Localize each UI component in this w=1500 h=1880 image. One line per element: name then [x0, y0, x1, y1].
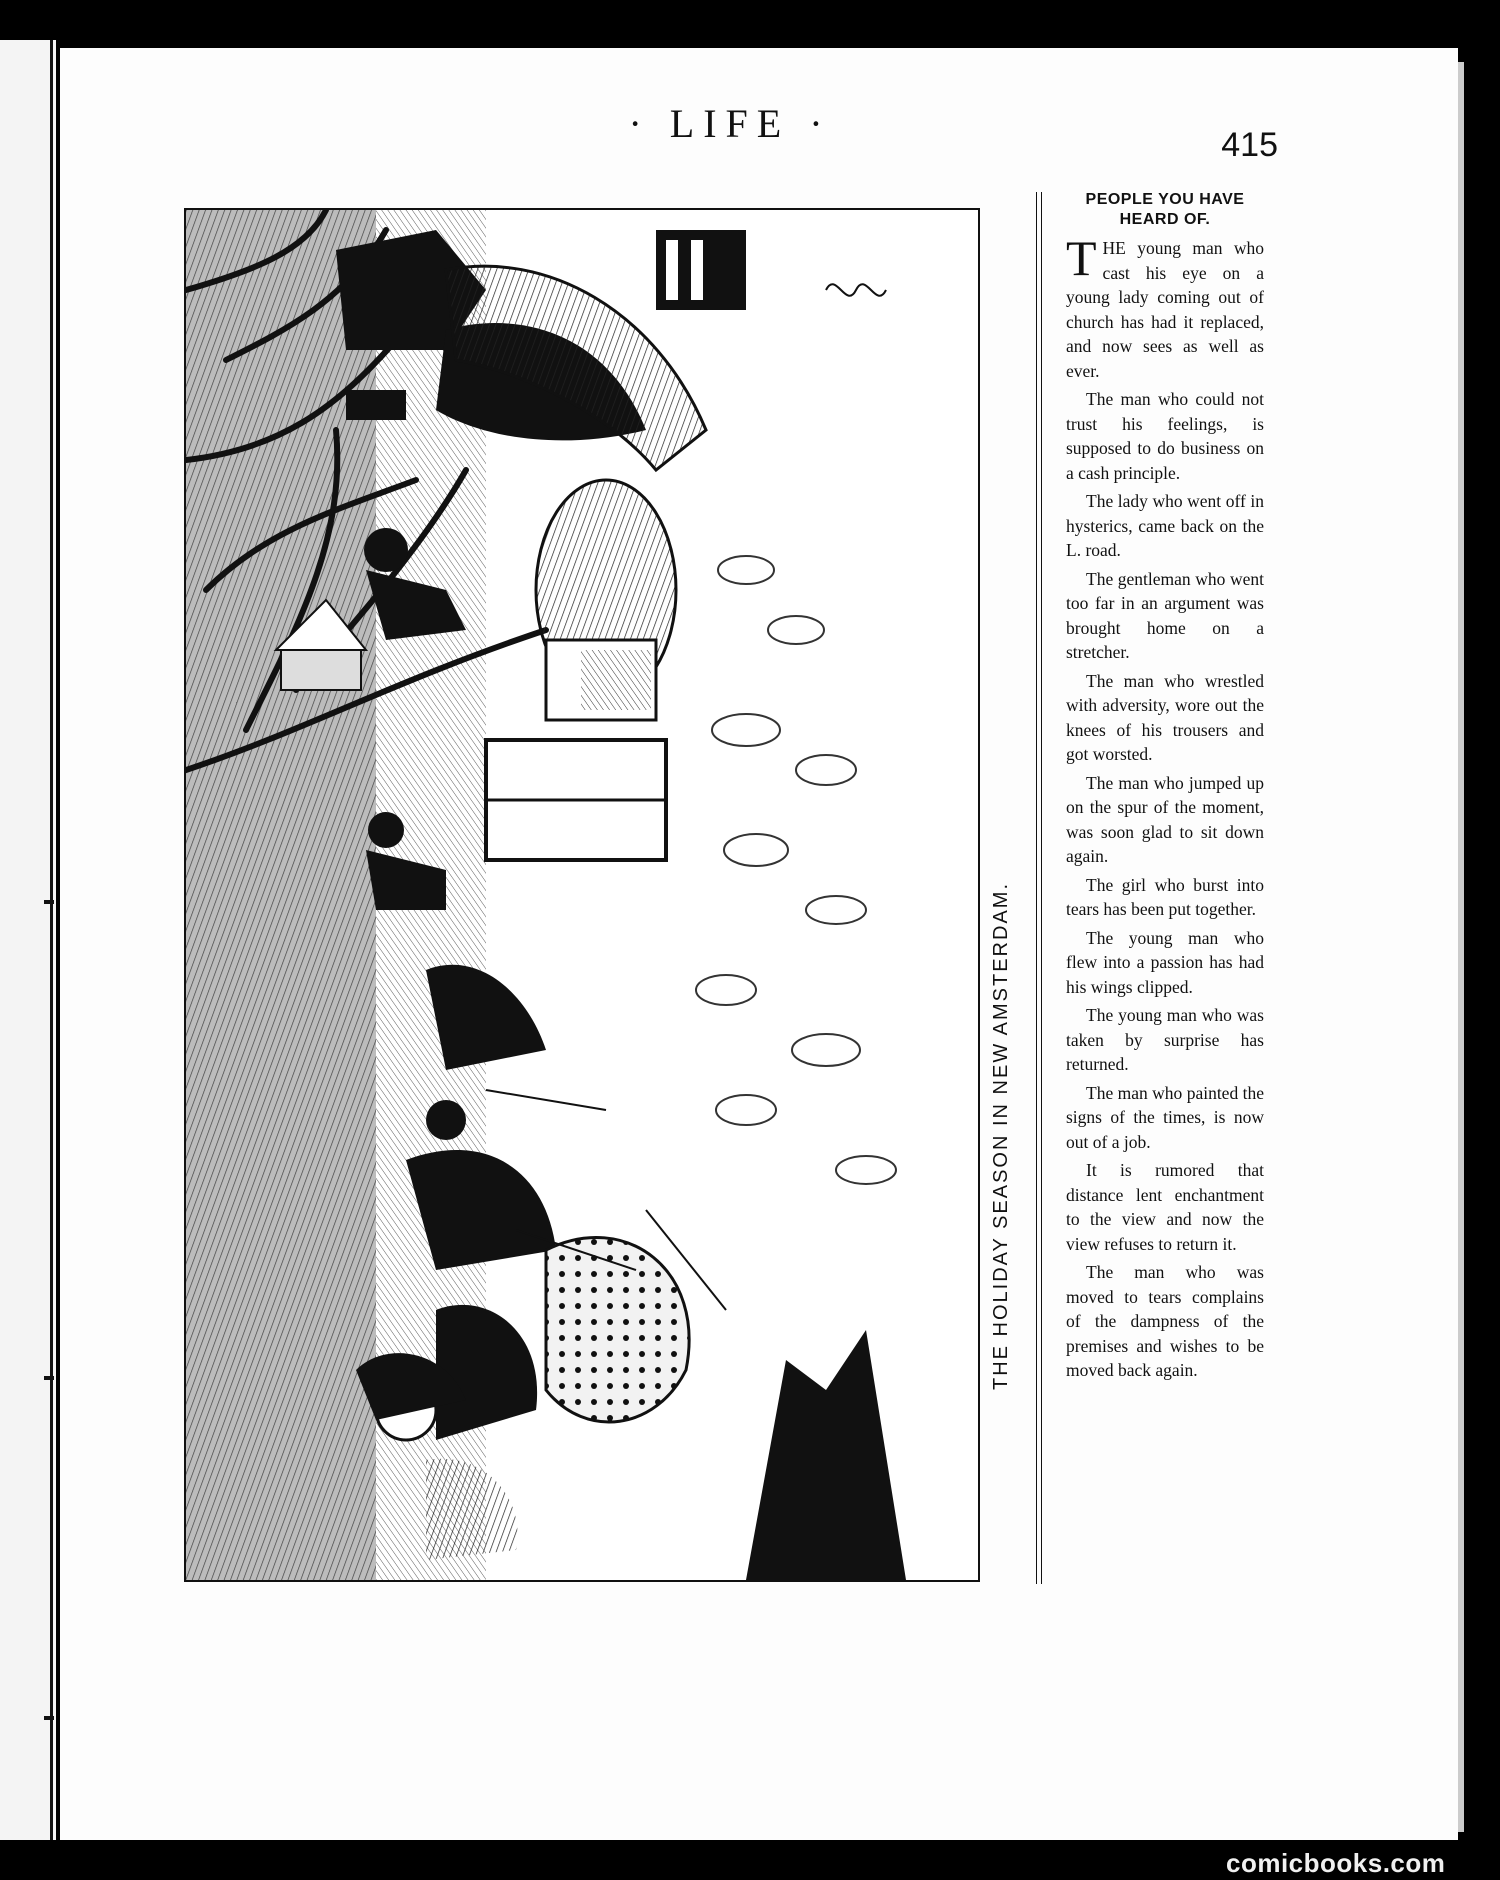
engraving-artwork [186, 210, 978, 1580]
margin-mark [44, 1716, 54, 1720]
column-divider [1036, 192, 1042, 1584]
paragraph: The lady who went off in hysterics, came back on the L. road. [1066, 491, 1264, 560]
paragraph: The man who painted the signs of the times, is now out of a job. [1066, 1082, 1264, 1152]
paragraph: The gentleman who went too far in an argument was brought home on a stretcher. [1066, 568, 1264, 662]
paragraph: The man who jumped up on the spur of the moment, was soon glad to sit down again. [1066, 772, 1264, 866]
paragraph: The young man who was taken by surprise has returned. [1066, 1005, 1264, 1074]
paragraph: The man who wrestled with adversity, wore out the knees of his trousers and got worsted. [1066, 670, 1264, 764]
holiday-season-illustration [184, 208, 980, 1582]
column-heading-line1: PEOPLE YOU HAVE [1085, 191, 1245, 208]
facing-page-edge [0, 40, 56, 1840]
margin-mark [44, 1376, 54, 1380]
paragraph-text: HE young man who cast his eye on a young lady coming out of church has had it replaced, and now sees as well as ever. [1066, 238, 1264, 381]
paragraph: It is rumored that distance lent enchantment to the view and now the view refuses to return it. [1066, 1160, 1264, 1254]
illustration-caption: THE HOLIDAY SEASON IN NEW AMSTERDAM. [990, 882, 1012, 1390]
drop-cap: T [1066, 230, 1097, 286]
spine-line [50, 40, 53, 1840]
margin-mark [44, 900, 54, 904]
paragraph: The girl who burst into tears has been put together. [1066, 874, 1264, 919]
page-number: 415 [1221, 126, 1278, 164]
column-heading [1066, 190, 1264, 230]
paragraph: The man who could not trust his feelings, is supposed to do business on a cash principle. [1066, 389, 1264, 483]
paragraph [1066, 230, 1264, 383]
paragraph: The young man who flew into a passion has had his wings clipped. [1066, 927, 1264, 997]
column-heading-line2: HEARD OF. [1119, 211, 1211, 228]
people-you-have-heard-of-column [1066, 190, 1264, 1387]
running-head: · LIFE · [628, 101, 832, 146]
page-edge-shadow [1458, 62, 1464, 1832]
paragraph: The man who was moved to tears complains of the dampness of the premises and wishes to be moved back again. [1066, 1262, 1264, 1380]
site-watermark: comicbooks.com [1226, 1848, 1446, 1878]
